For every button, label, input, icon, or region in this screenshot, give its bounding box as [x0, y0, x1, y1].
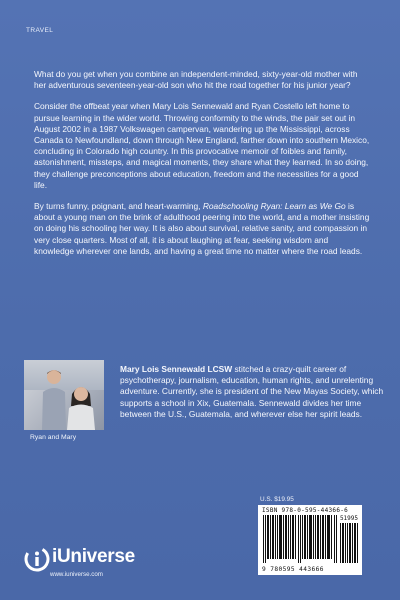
- barcode: [258, 505, 362, 575]
- author-bio: [120, 364, 390, 420]
- photo-person-mary: [66, 382, 96, 430]
- photo-person-ryan: [40, 368, 68, 430]
- paragraph-3-rest: is about a young man on the brink of adulthood peering into the world, and a mother insisting on doing his schooling her way. It is also about survival, relative sanity, and compassion in very close quarters. Most of all, it is about laughing at fear, seeking wisdom and knowledge wherever one lands, and having a great time no matter where the road leads.: [34, 201, 370, 256]
- description: [34, 69, 370, 267]
- author-name: Mary Lois Sennewald LCSW: [120, 364, 233, 374]
- publisher-logo: [24, 546, 174, 582]
- author-bio-text: stitched a crazy-quilt career of psychotherapy, journalism, education, human rights, and unrelenting adventure. Currently, she is president of the New Mayas Society, which supports a school in Xix, Guatemala. Sennewald divides her time between the U.S., Guatemala, and wherever else her spirit leads.: [120, 364, 384, 419]
- paragraph-3-lead: By turns funny, poignant, and heart-warming,: [34, 201, 203, 212]
- price-label: U.S. $19.95: [260, 496, 294, 503]
- photo-caption: Ryan and Mary: [30, 434, 77, 441]
- iuniverse-logo-icon: [24, 546, 50, 572]
- publisher-name: iUniverse: [52, 546, 135, 567]
- price-code: 51995: [339, 515, 358, 522]
- isbn-label: ISBN 978-0-595-44366-6: [262, 507, 349, 514]
- book-title: Roadschooling Ryan: Learn as We Go: [202, 201, 346, 212]
- barcode-bars: [263, 515, 337, 563]
- description-paragraph-3: [34, 201, 370, 257]
- barcode-number: 9 780595 443666: [262, 566, 324, 573]
- category-label: TRAVEL: [26, 27, 54, 34]
- author-photo: [24, 360, 104, 430]
- description-paragraph-1: What do you get when you combine an independent-minded, sixty-year-old mother with her adventurous seventeen-year-old son who hit the road together for his junior year?: [34, 69, 358, 91]
- barcode-addon-bars: [340, 523, 358, 563]
- publisher-url: www.iuniverse.com: [50, 571, 103, 578]
- description-paragraph-2: Consider the offbeat year when Mary Lois Sennewald and Ryan Costello left home to pursue learning in the wider world. Throwing conformity to the winds, the pair set out in August 2002 in a 1987 Volkswagen campervan, wandering up the Mississippi, across Canada to Newfoundland, down through New England, farther down into southern Mexico, concluding in Colorado high country. In this provocative memoir of foibles and family, astonishment, missteps, and magical moments, they share what they learned. In so doing, they challenge preconceptions about education, freedom and the necessities for a good life.: [34, 101, 370, 190]
